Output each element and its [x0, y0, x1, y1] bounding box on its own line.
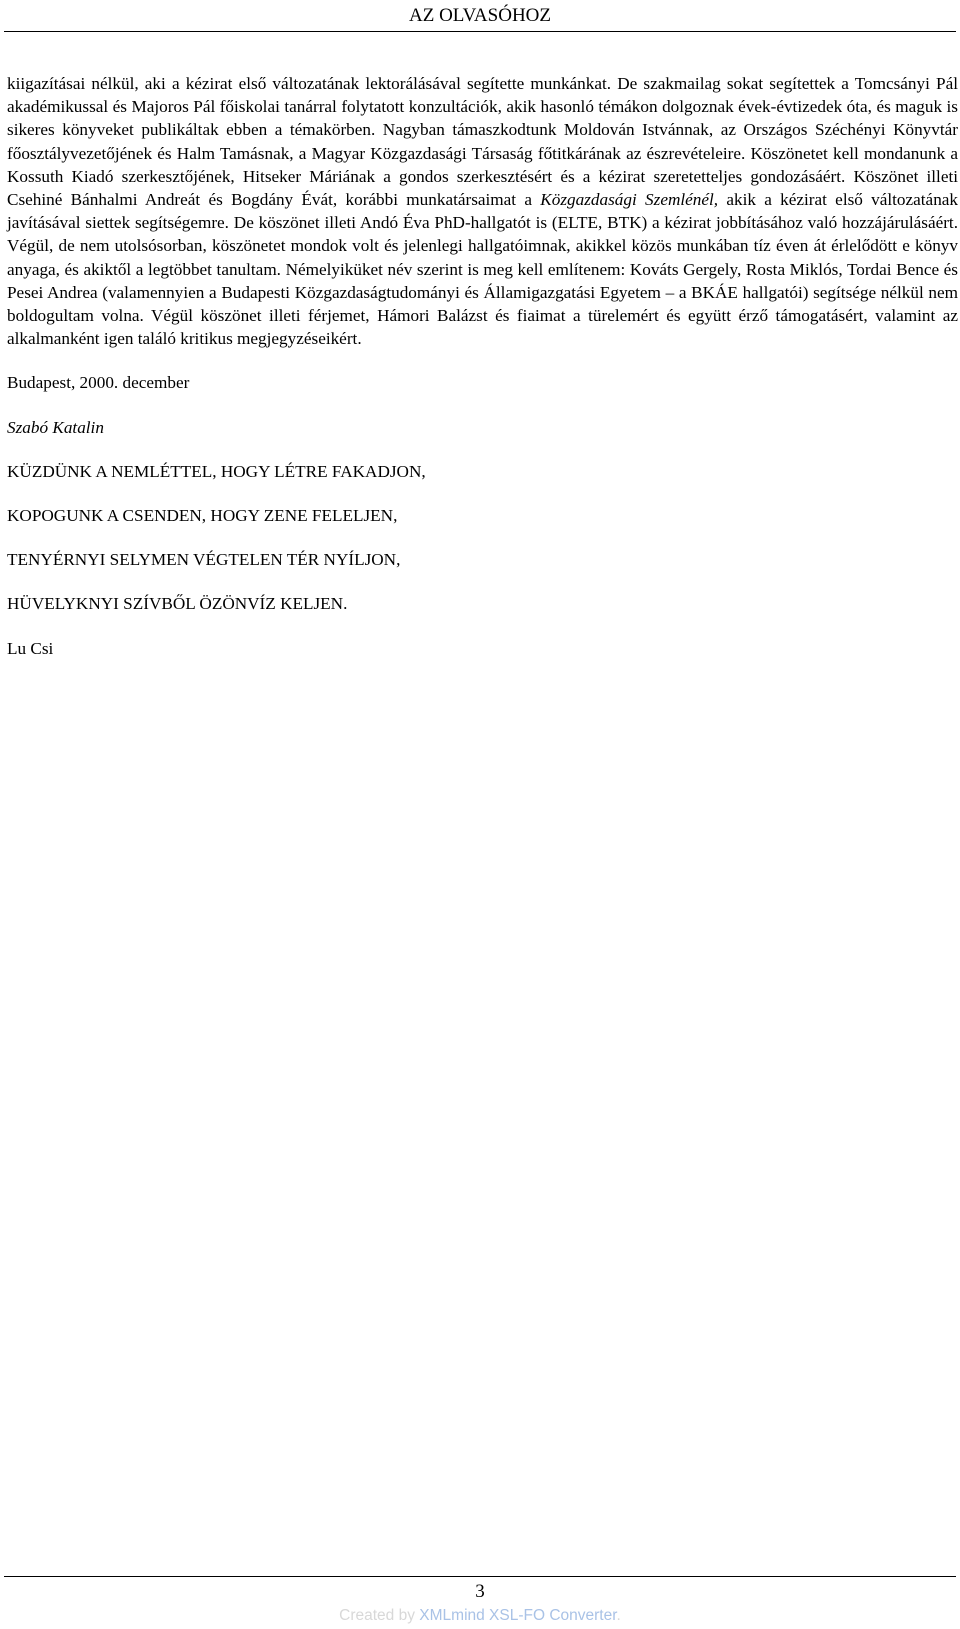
acknowledgement-paragraph [7, 72, 958, 350]
converter-brand-link[interactable]: XMLmind XSL-FO Converter [419, 1607, 617, 1624]
place-date: Budapest, 2000. december [7, 373, 190, 393]
page-number: 3 [475, 1581, 485, 1602]
running-footer [4, 1576, 956, 1626]
header-title: AZ OLVASÓHOZ [409, 5, 551, 26]
author-signature: Szabó Katalin [7, 417, 104, 437]
poem-line: TENYÉRNYI SELYMEN VÉGTELEN TÉR NYÍLJON, [7, 550, 401, 570]
poem-author: Lu Csi [7, 638, 54, 658]
converter-prefix: Created by [339, 1607, 420, 1624]
journal-title: Közgazdasági Szemlénél, [540, 190, 719, 210]
running-header [4, 0, 956, 32]
converter-suffix: . [616, 1607, 621, 1624]
poem-line: HÜVELYKNYI SZÍVBŐL ÖZÖNVÍZ KELJEN. [7, 594, 348, 614]
page-content [7, 72, 958, 660]
poem-line: KÜZDÜNK A NEMLÉTTEL, HOGY LÉTRE FAKADJON, [7, 461, 426, 481]
paragraph-run-1: kiigazításai nélkül, aki a kézirat első változatának lektorálásával segítette munkánkat. De szakmailag sokat segítettek a Tomcsányi Pál akadémikussal és Majoros Pál főiskolai tanárral folytatott konzultációk, akik hasonló témákon dolgoznak évek-évtizedek óta, és maguk is sikeres könyveket publikáltak ebben a témakörben. Nagyban támaszkodtunk Moldován Istvánnak, az Országos Széchényi Könyvtár főosztályvezetőjének és Halm Tamásnak, a Magyar Közgazdasági Társaság főtitkárának az észrevételeire. Köszönetet kell mondanunk a Kossuth Kiadó szerkesztőjének, Hitseker Máriának a gondos szerkesztésért és a kézirat szeretetteljes gondozásáért. Köszönet illeti Csehiné Bánhalmi Andreát és Bogdány Évát, korábbi munkatársaimat a [7, 74, 958, 210]
converter-credit [4, 1606, 956, 1626]
poem-line: KOPOGUNK A CSENDEN, HOGY ZENE FELELJEN, [7, 506, 398, 526]
paragraph-run-3: akik a kézirat első változatának javításával siettek segítségemre. De köszönet illeti Andó Éva PhD-hallgatót is (ELTE, BTK) a kézirat jobbításához való hozzájárulásáért. Végül, de nem utolsósorban, köszönetet mondok volt és jelenlegi hallgatóimnak, akikkel közös munkában tíz éven át érlelődött e könyv anyaga, és akiktől a legtöbbet tanultam. Némelyiküket név szerint is meg kell említenem: Kováts Gergely, Rosta Miklós, Tordai Bence és Pesei Andrea (valamennyien a Budapesti Közgazdaságtudományi és Államigazgatási Egyetem – a BKÁE hallgatói) segítsége nélkül nem boldogultam volna. Végül köszönet illeti férjemet, Hámori Balázst és fiaimat a türelemért és együtt érző támogatásért, valamint az alkalmanként igen találó kritikus megjegyzéseikért. [7, 190, 959, 349]
